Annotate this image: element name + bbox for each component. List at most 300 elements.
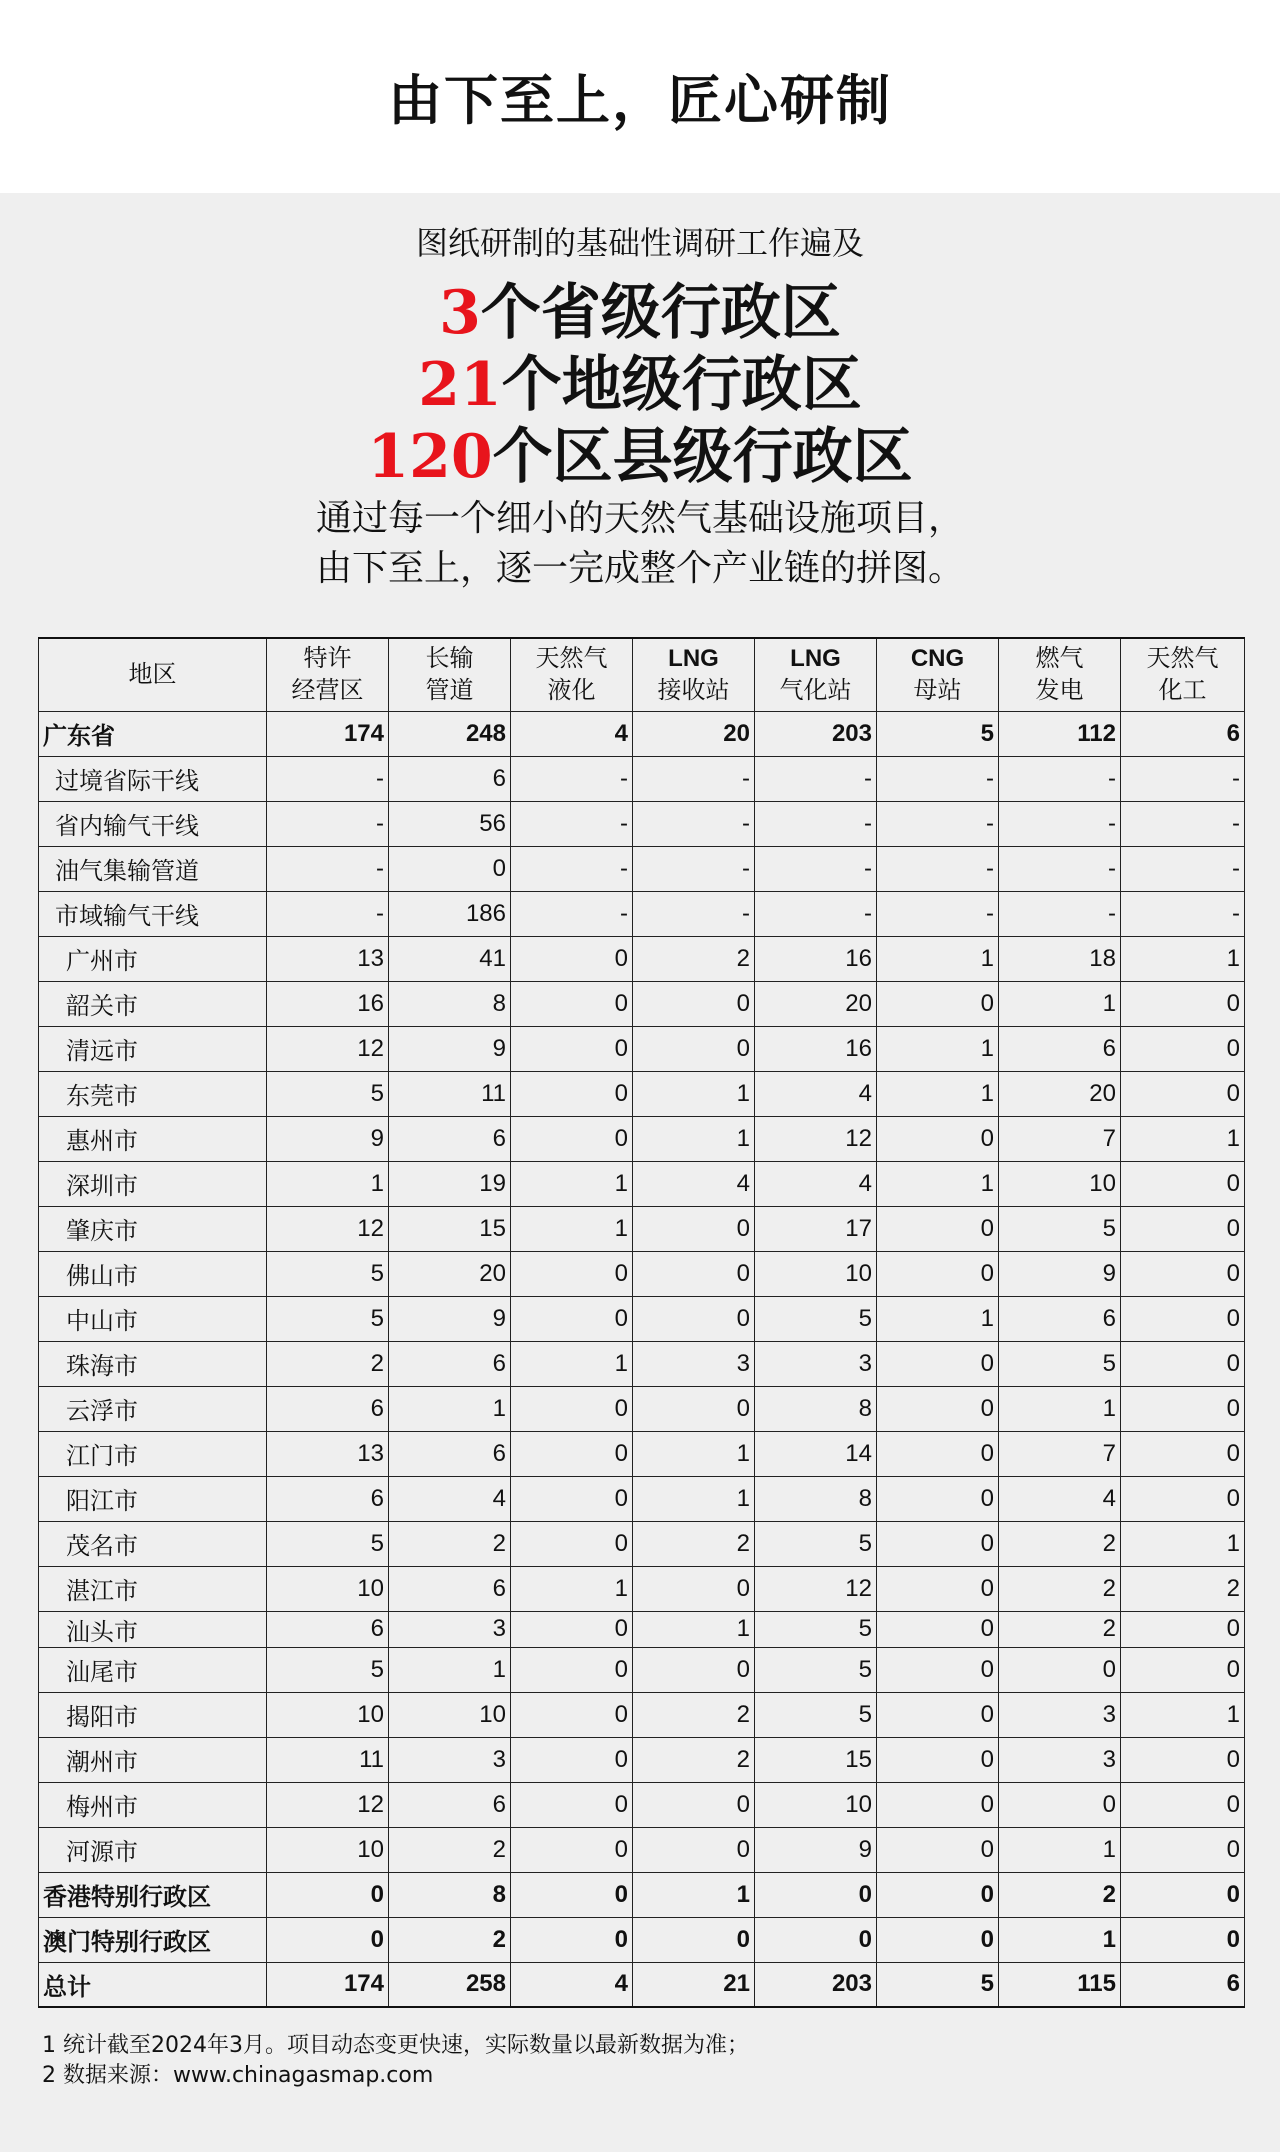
column-header-line1: 特许	[303, 644, 352, 672]
value-cell: 0	[877, 1737, 999, 1782]
value-cell: 16	[267, 981, 389, 1026]
table-row	[39, 1962, 1245, 2007]
value-cell: 8	[755, 1476, 877, 1521]
value-cell: 5	[999, 1341, 1121, 1386]
column-header-line2: 管道	[425, 676, 474, 704]
value-cell: 0	[511, 1647, 633, 1692]
value-cell: 3	[389, 1611, 511, 1647]
value-cell: 16	[755, 1026, 877, 1071]
value-cell: 0	[877, 1251, 999, 1296]
column-header	[39, 638, 267, 711]
column-header	[267, 638, 389, 711]
value-cell: 5	[755, 1521, 877, 1566]
value-cell: 10	[267, 1692, 389, 1737]
table-row	[39, 1476, 1245, 1521]
value-cell: 1	[633, 1431, 755, 1476]
value-cell: 0	[877, 1872, 999, 1917]
table-row	[39, 981, 1245, 1026]
value-cell: 1	[999, 1386, 1121, 1431]
value-cell: 0	[999, 1782, 1121, 1827]
stat-label: 个省级行政区	[480, 278, 841, 348]
region-name-cell: 梅州市	[39, 1782, 267, 1827]
column-header	[755, 638, 877, 711]
value-cell: 2	[633, 1521, 755, 1566]
value-cell: 12	[267, 1026, 389, 1071]
value-cell: 1	[389, 1386, 511, 1431]
value-cell: 0	[511, 1116, 633, 1161]
value-cell: 1	[511, 1566, 633, 1611]
column-header-line1: 天然气	[1146, 644, 1219, 672]
value-cell: -	[877, 756, 999, 801]
value-cell: 0	[511, 1386, 633, 1431]
value-cell: -	[267, 846, 389, 891]
value-cell: 4	[389, 1476, 511, 1521]
value-cell: 0	[877, 1827, 999, 1872]
value-cell: 0	[1121, 1206, 1245, 1251]
value-cell: -	[511, 756, 633, 801]
region-name-cell: 珠海市	[39, 1341, 267, 1386]
value-cell: 1	[1121, 936, 1245, 981]
value-cell: 5	[267, 1251, 389, 1296]
value-cell: 2	[633, 1737, 755, 1782]
region-name-cell: 清远市	[39, 1026, 267, 1071]
value-cell: 203	[755, 1962, 877, 2007]
value-cell: 18	[999, 936, 1121, 981]
column-header-line2: 发电	[1035, 676, 1084, 704]
value-cell: 5	[267, 1647, 389, 1692]
value-cell: -	[755, 846, 877, 891]
region-name-cell: 省内输气干线	[39, 801, 267, 846]
table-row	[39, 1692, 1245, 1737]
region-name-cell: 佛山市	[39, 1251, 267, 1296]
value-cell: 0	[267, 1872, 389, 1917]
value-cell: 6	[389, 1116, 511, 1161]
value-cell: 3	[389, 1737, 511, 1782]
table-row	[39, 1737, 1245, 1782]
value-cell: 0	[877, 1386, 999, 1431]
value-cell: -	[633, 756, 755, 801]
value-cell: 0	[1121, 1782, 1245, 1827]
value-cell: 0	[1121, 1827, 1245, 1872]
stat-line-prefecture	[0, 349, 1280, 421]
value-cell: -	[1121, 891, 1245, 936]
value-cell: 0	[633, 1566, 755, 1611]
table-header-row	[39, 638, 1245, 711]
value-cell: 0	[877, 1521, 999, 1566]
value-cell: 6	[267, 1476, 389, 1521]
value-cell: 12	[267, 1206, 389, 1251]
region-name-cell: 香港特别行政区	[39, 1872, 267, 1917]
value-cell: 13	[267, 1431, 389, 1476]
value-cell: 186	[389, 891, 511, 936]
value-cell: -	[999, 756, 1121, 801]
value-cell: 0	[1121, 1296, 1245, 1341]
value-cell: 0	[511, 1521, 633, 1566]
value-cell: 9	[389, 1296, 511, 1341]
stat-number: 21	[418, 350, 502, 420]
value-cell: 0	[511, 981, 633, 1026]
column-header	[389, 638, 511, 711]
region-name-cell: 茂名市	[39, 1521, 267, 1566]
value-cell: 9	[267, 1116, 389, 1161]
value-cell: 248	[389, 711, 511, 756]
value-cell: 0	[877, 1476, 999, 1521]
table-row	[39, 1116, 1245, 1161]
value-cell: 1	[633, 1872, 755, 1917]
value-cell: 6	[267, 1386, 389, 1431]
value-cell: 0	[511, 1026, 633, 1071]
value-cell: 12	[755, 1116, 877, 1161]
region-name-cell: 肇庆市	[39, 1206, 267, 1251]
value-cell: 0	[1121, 1026, 1245, 1071]
table-row	[39, 1161, 1245, 1206]
value-cell: 1	[1121, 1692, 1245, 1737]
value-cell: 203	[755, 711, 877, 756]
footnote: 1 统计截至2024年3月。项目动态变更快速，实际数量以最新数据为准；	[42, 2033, 749, 2058]
value-cell: 0	[633, 1206, 755, 1251]
value-cell: 0	[1121, 1161, 1245, 1206]
value-cell: 1	[511, 1206, 633, 1251]
value-cell: -	[511, 846, 633, 891]
value-cell: 15	[755, 1737, 877, 1782]
column-header-line1: LNG	[668, 644, 719, 672]
value-cell: 3	[999, 1737, 1121, 1782]
value-cell: 5	[755, 1611, 877, 1647]
value-cell: 0	[511, 1431, 633, 1476]
value-cell: 2	[389, 1917, 511, 1962]
stat-number: 3	[439, 278, 481, 348]
value-cell: 0	[633, 981, 755, 1026]
value-cell: 5	[755, 1692, 877, 1737]
table-row	[39, 1296, 1245, 1341]
value-cell: -	[1121, 801, 1245, 846]
region-name-cell: 河源市	[39, 1827, 267, 1872]
page-title: 由下至上，匠心研制	[388, 69, 892, 132]
value-cell: 0	[1121, 1611, 1245, 1647]
value-cell: 0	[267, 1917, 389, 1962]
value-cell: 10	[999, 1161, 1121, 1206]
value-cell: 10	[389, 1692, 511, 1737]
value-cell: 0	[755, 1872, 877, 1917]
value-cell: 20	[755, 981, 877, 1026]
value-cell: 7	[999, 1431, 1121, 1476]
value-cell: 2	[999, 1521, 1121, 1566]
value-cell: 2	[389, 1827, 511, 1872]
table-row	[39, 1917, 1245, 1962]
top-banner	[0, 0, 1280, 193]
region-name-cell: 汕尾市	[39, 1647, 267, 1692]
value-cell: -	[267, 801, 389, 846]
value-cell: 0	[1121, 1341, 1245, 1386]
value-cell: 1	[999, 1917, 1121, 1962]
intro-description-line1: 通过每一个细小的天然气基础设施项目，	[315, 498, 964, 539]
value-cell: 0	[511, 1827, 633, 1872]
value-cell: 1	[877, 1296, 999, 1341]
region-name-cell: 揭阳市	[39, 1692, 267, 1737]
value-cell: 0	[511, 1692, 633, 1737]
column-header-line1: LNG	[790, 644, 841, 672]
value-cell: 6	[389, 1566, 511, 1611]
value-cell: 0	[511, 1737, 633, 1782]
value-cell: -	[877, 846, 999, 891]
value-cell: 2	[267, 1341, 389, 1386]
value-cell: 0	[877, 1566, 999, 1611]
stat-label: 个地级行政区	[501, 350, 862, 420]
table-row	[39, 936, 1245, 981]
value-cell: 2	[633, 936, 755, 981]
table-row	[39, 756, 1245, 801]
value-cell: -	[999, 891, 1121, 936]
value-cell: 20	[999, 1071, 1121, 1116]
value-cell: 9	[389, 1026, 511, 1071]
value-cell: 5	[877, 1962, 999, 2007]
table-row	[39, 1341, 1245, 1386]
column-header	[511, 638, 633, 711]
region-name-cell: 澳门特别行政区	[39, 1917, 267, 1962]
value-cell: 0	[511, 936, 633, 981]
value-cell: 0	[877, 1116, 999, 1161]
column-header-line2: 母站	[913, 676, 962, 704]
table-row	[39, 891, 1245, 936]
value-cell: 10	[267, 1827, 389, 1872]
table-row	[39, 1521, 1245, 1566]
region-name-cell: 市域输气干线	[39, 891, 267, 936]
value-cell: 2	[1121, 1566, 1245, 1611]
value-cell: 0	[877, 1341, 999, 1386]
value-cell: 0	[877, 1647, 999, 1692]
value-cell: 4	[755, 1071, 877, 1116]
value-cell: 0	[633, 1917, 755, 1962]
region-name-cell: 湛江市	[39, 1566, 267, 1611]
value-cell: 0	[511, 1251, 633, 1296]
footnotes	[42, 2031, 749, 2091]
value-cell: 1	[877, 1161, 999, 1206]
value-cell: 1	[633, 1611, 755, 1647]
stat-line-province	[0, 277, 1280, 349]
column-header-line1: 燃气	[1035, 644, 1084, 672]
value-cell: 1	[633, 1116, 755, 1161]
value-cell: 0	[877, 1431, 999, 1476]
value-cell: 4	[999, 1476, 1121, 1521]
value-cell: 6	[1121, 1962, 1245, 2007]
value-cell: 56	[389, 801, 511, 846]
value-cell: 6	[389, 1431, 511, 1476]
value-cell: 0	[633, 1647, 755, 1692]
value-cell: 12	[267, 1782, 389, 1827]
value-cell: 11	[267, 1737, 389, 1782]
value-cell: 0	[633, 1827, 755, 1872]
value-cell: 0	[633, 1251, 755, 1296]
value-cell: 8	[389, 1872, 511, 1917]
value-cell: 5	[755, 1296, 877, 1341]
column-header-line2: 接收站	[657, 676, 730, 704]
column-header	[1121, 638, 1245, 711]
value-cell: 1	[267, 1161, 389, 1206]
table-row	[39, 1206, 1245, 1251]
stat-line-county	[0, 421, 1280, 493]
value-cell: 4	[511, 711, 633, 756]
value-cell: 21	[633, 1962, 755, 2007]
value-cell: 4	[511, 1962, 633, 2007]
region-name-cell: 过境省际干线	[39, 756, 267, 801]
value-cell: 0	[1121, 1251, 1245, 1296]
table-row	[39, 1611, 1245, 1647]
table-row	[39, 801, 1245, 846]
value-cell: 1	[511, 1161, 633, 1206]
value-cell: 0	[1121, 1386, 1245, 1431]
value-cell: -	[1121, 846, 1245, 891]
region-name-cell: 汕头市	[39, 1611, 267, 1647]
value-cell: 1	[633, 1476, 755, 1521]
value-cell: 7	[999, 1116, 1121, 1161]
value-cell: 14	[755, 1431, 877, 1476]
intro-lead: 图纸研制的基础性调研工作遍及	[415, 224, 864, 262]
value-cell: 0	[633, 1782, 755, 1827]
value-cell: 0	[633, 1296, 755, 1341]
value-cell: -	[511, 891, 633, 936]
value-cell: 2	[999, 1566, 1121, 1611]
region-name-cell: 深圳市	[39, 1161, 267, 1206]
column-header-line1: CNG	[910, 644, 965, 672]
region-name-cell: 阳江市	[39, 1476, 267, 1521]
value-cell: 9	[755, 1827, 877, 1872]
value-cell: 9	[999, 1251, 1121, 1296]
value-cell: 112	[999, 711, 1121, 756]
value-cell: 10	[267, 1566, 389, 1611]
table-row	[39, 1872, 1245, 1917]
value-cell: 0	[877, 1782, 999, 1827]
stat-label: 个区县级行政区	[492, 422, 913, 492]
intro-section	[0, 193, 1280, 593]
value-cell: 0	[1121, 1071, 1245, 1116]
table-row	[39, 1782, 1245, 1827]
value-cell: 0	[877, 1206, 999, 1251]
value-cell: 1	[877, 1071, 999, 1116]
column-header	[633, 638, 755, 711]
value-cell: 2	[389, 1521, 511, 1566]
value-cell: -	[633, 801, 755, 846]
value-cell: 1	[877, 936, 999, 981]
table-body	[39, 711, 1245, 2007]
value-cell: 0	[1121, 1476, 1245, 1521]
column-header-line2: 气化站	[779, 676, 852, 704]
value-cell: 0	[511, 1872, 633, 1917]
value-cell: 0	[633, 1026, 755, 1071]
value-cell: 1	[999, 981, 1121, 1026]
value-cell: 3	[999, 1692, 1121, 1737]
value-cell: 0	[999, 1647, 1121, 1692]
value-cell: 5	[999, 1206, 1121, 1251]
column-header-line1: 天然气	[535, 644, 608, 672]
column-header-line1: 地区	[128, 660, 177, 688]
table-row	[39, 1431, 1245, 1476]
stats-table	[38, 637, 1245, 2008]
table-row	[39, 1026, 1245, 1071]
value-cell: -	[1121, 756, 1245, 801]
value-cell: 1	[389, 1647, 511, 1692]
value-cell: -	[267, 891, 389, 936]
column-header-line2: 经营区	[291, 676, 364, 704]
region-name-cell: 广州市	[39, 936, 267, 981]
table-row	[39, 711, 1245, 756]
value-cell: 0	[511, 1476, 633, 1521]
region-name-cell: 油气集输管道	[39, 846, 267, 891]
value-cell: -	[267, 756, 389, 801]
value-cell: 20	[389, 1251, 511, 1296]
value-cell: 0	[633, 1386, 755, 1431]
value-cell: -	[877, 891, 999, 936]
value-cell: 0	[511, 1917, 633, 1962]
footnote: 2 数据来源：www.chinagasmap.com	[42, 2063, 434, 2088]
region-name-cell: 江门市	[39, 1431, 267, 1476]
value-cell: 0	[511, 1296, 633, 1341]
table-row	[39, 1386, 1245, 1431]
value-cell: -	[755, 801, 877, 846]
region-name-cell: 潮州市	[39, 1737, 267, 1782]
value-cell: 0	[877, 1917, 999, 1962]
value-cell: 2	[999, 1872, 1121, 1917]
value-cell: 0	[511, 1611, 633, 1647]
value-cell: -	[755, 891, 877, 936]
value-cell: 15	[389, 1206, 511, 1251]
value-cell: 5	[267, 1296, 389, 1341]
value-cell: 0	[877, 981, 999, 1026]
table-row	[39, 1566, 1245, 1611]
value-cell: 12	[755, 1566, 877, 1611]
value-cell: 1	[633, 1071, 755, 1116]
value-cell: 174	[267, 711, 389, 756]
value-cell: -	[877, 801, 999, 846]
value-cell: 6	[389, 1341, 511, 1386]
value-cell: 19	[389, 1161, 511, 1206]
value-cell: -	[999, 846, 1121, 891]
intro-description-line2: 由下至上，逐一完成整个产业链的拼图。	[315, 548, 964, 589]
value-cell: 0	[1121, 1872, 1245, 1917]
value-cell: 2	[999, 1611, 1121, 1647]
value-cell: 174	[267, 1962, 389, 2007]
value-cell: 6	[999, 1296, 1121, 1341]
value-cell: 1	[1121, 1521, 1245, 1566]
value-cell: 6	[999, 1026, 1121, 1071]
value-cell: 0	[1121, 981, 1245, 1026]
region-name-cell: 云浮市	[39, 1386, 267, 1431]
value-cell: -	[999, 801, 1121, 846]
value-cell: 13	[267, 936, 389, 981]
value-cell: 1	[877, 1026, 999, 1071]
value-cell: 0	[511, 1782, 633, 1827]
region-name-cell: 惠州市	[39, 1116, 267, 1161]
value-cell: 0	[511, 1071, 633, 1116]
table-row	[39, 1647, 1245, 1692]
value-cell: -	[633, 891, 755, 936]
value-cell: -	[633, 846, 755, 891]
value-cell: 5	[877, 711, 999, 756]
value-cell: 258	[389, 1962, 511, 2007]
column-header-line2: 液化	[547, 676, 596, 704]
value-cell: 0	[877, 1611, 999, 1647]
value-cell: 115	[999, 1962, 1121, 2007]
value-cell: 0	[877, 1692, 999, 1737]
region-name-cell: 广东省	[39, 711, 267, 756]
region-name-cell: 东莞市	[39, 1071, 267, 1116]
value-cell: 11	[389, 1071, 511, 1116]
value-cell: 8	[755, 1386, 877, 1431]
value-cell: 6	[389, 756, 511, 801]
value-cell: 4	[633, 1161, 755, 1206]
value-cell: 1	[999, 1827, 1121, 1872]
value-cell: 3	[755, 1341, 877, 1386]
column-header	[999, 638, 1121, 711]
